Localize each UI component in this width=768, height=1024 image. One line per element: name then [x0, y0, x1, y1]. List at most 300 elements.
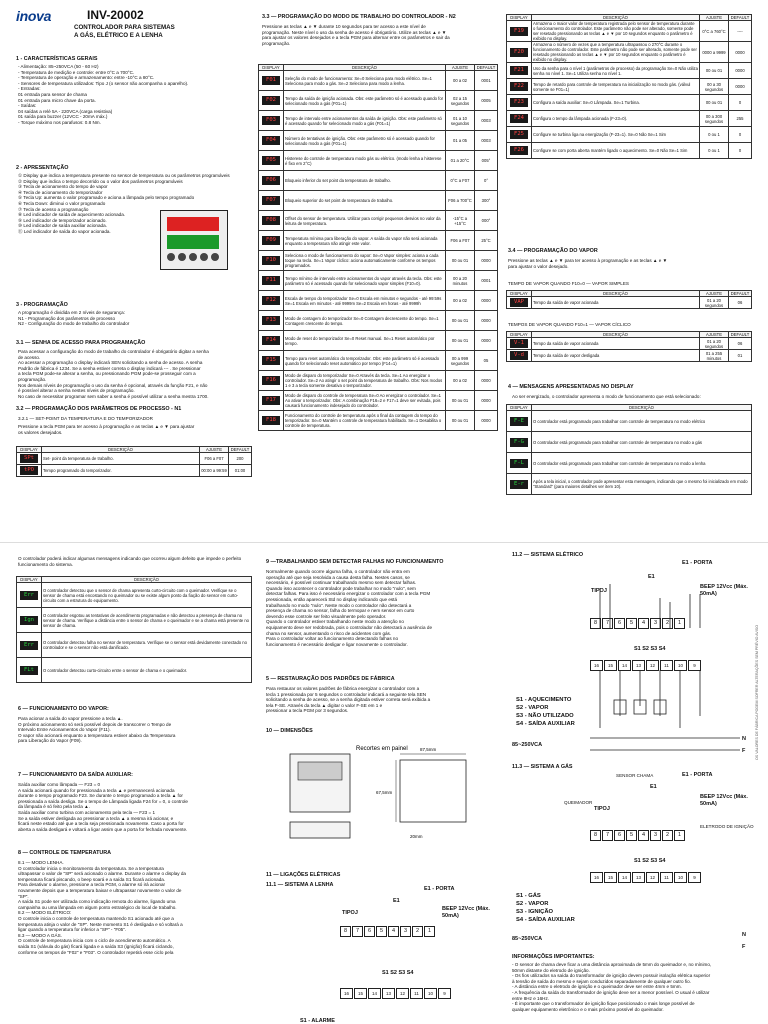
section-1-list [18, 64, 254, 126]
n2-intro-line: programação. Neste nível o uso da senha de acesso é obrigatório. Utilize as teclas ▲ e ▼ [262, 29, 447, 35]
terminal-number: 9 [688, 660, 701, 671]
display-cell [507, 63, 532, 79]
neutral-label-gas: N [742, 932, 746, 938]
key-icon [167, 253, 175, 261]
steam-op-line: para Liberação do Vapor (F09). [18, 738, 82, 744]
spec-line: - Temperatura de medição e controle: entre 0°C a 700°C. [18, 69, 135, 75]
parameter-row [259, 111, 498, 131]
section-321-title: 3.2.1 — SET-POINT DA TEMPERATURA E DO TEMPORIZADOR [18, 416, 153, 421]
parameter-row [259, 131, 498, 151]
aux-line: Saída auxiliar como turbina com acionamento pela tecla — F23 = 1 [18, 809, 155, 815]
password-line: Nos demais níveis de programação o uso da senha é opcional, através da função F21, e não [18, 382, 208, 388]
terminal-number: 13 [632, 660, 645, 671]
legend-entry: S3 - NÃO UTILIZADO [516, 713, 574, 719]
spec-line: 01 saída para buzzer (12VCC - 20mA máx.) [18, 114, 108, 120]
terminal-number: 5 [626, 618, 637, 629]
setpoint-table [16, 446, 252, 477]
spec-line: - Temperatura de operação e armazenamento: entre -10°C a 80°C. [18, 75, 155, 81]
range-cell: 0 ou 1 [700, 143, 729, 159]
password-line: Para acessar a configuração do modo de trabalho do controlador é obrigatório digitar a senha [18, 349, 209, 354]
steam-line: para ajustar o valor desejado. [508, 263, 569, 269]
default-cell: 0000 [475, 391, 498, 411]
display-code: Ign [20, 616, 38, 625]
section-1-title: 1 - CARACTERÍSTICAS GERAIS [16, 56, 98, 62]
display-code: F08 [262, 216, 280, 225]
spec-line: - Alimentação: 85~250VCA (50 - 60 Hz) [18, 64, 99, 69]
default-cell: 0000 [729, 42, 752, 63]
legend-line: ⑨ Led indicador de temporizador acionado. [18, 217, 107, 223]
fault-free-line: presença de chama no sensor, falha do termopar e nem sensor em curto [266, 608, 415, 614]
display-code: Err [20, 591, 38, 600]
section-111-title: 11.1 — SISTEMA A LENHA [266, 882, 334, 888]
range-cell: 00 a 20 minutos [446, 271, 475, 291]
default-cell: 0° [475, 171, 498, 191]
aux-line: da lâmpada é só feito pela tecla ▲. [18, 804, 90, 810]
fault-free-line: necessário, é possível continuar trabalhando mesmo sem detectar falhas. [266, 580, 417, 586]
password-line: de acesso. [18, 354, 41, 360]
key-icon [211, 253, 219, 261]
default-cell: 0000 [729, 63, 752, 79]
range-cell: 00 a 999 segundos [446, 351, 475, 371]
display-code: F23 [510, 98, 528, 107]
description-cell: Configure se turbina liga na energização (F-23=1). Se=0 Não Se=1 Sim [532, 127, 700, 143]
display-code: F09 [262, 236, 280, 245]
timer-display [167, 235, 219, 249]
temp-control-line: 8.1 — MODO LENHA. [18, 860, 64, 865]
column-header: DISPLAY [17, 577, 42, 583]
default-cell: 0 [729, 127, 752, 143]
display-code: F05 [262, 156, 280, 165]
description-cell: Temperatura mínima para liberação do vapor. A saída do vapor não será acionada enquanto a temperatura não atingir este valor. [284, 231, 446, 251]
key-icon [189, 253, 197, 261]
default-cell: 06 [729, 338, 752, 350]
factory-reset-line: tecla 1 pressionada por 5 segundos o controlador indicará a seguinte tela SEN [266, 691, 427, 697]
description-cell: Configure se com porta aberta mantém ligado o aquecimento. Se=0 Não Se=1 Sim [532, 143, 700, 159]
terminal-row-top-wood [340, 926, 436, 937]
column-header: AJUSTE [700, 291, 729, 297]
description-cell: Uso da senha para o nível 1 (parâmetros de processo) da programação Se=0 Não utiliza senha no nível 1. Se=1 Utiliza senha no nível 1. [532, 63, 700, 79]
dim-height: 67,5mm [376, 790, 393, 795]
setpoint-row [17, 465, 252, 477]
display-code: tPO [20, 466, 38, 475]
display-cell [17, 453, 42, 465]
terminal-number: 10 [674, 872, 687, 883]
voltage-label-gas: 85~250VCA [512, 936, 543, 942]
default-cell: 0003 [475, 111, 498, 131]
parameter-row [507, 63, 752, 79]
default-cell: 0003 [475, 131, 498, 151]
section-3-text [18, 310, 254, 327]
terminal-number: 2 [662, 618, 673, 629]
parameter-row [259, 171, 498, 191]
error-row [17, 633, 252, 658]
steam-simple-table [506, 290, 752, 309]
section-7-text [18, 782, 254, 832]
terminal-number: 8 [340, 926, 351, 937]
temp-control-line: ultrapassar o valor de "SP" será acionado o alarme. Durante o alarme o display da [18, 871, 186, 877]
legend-entry: S3 - IGNIÇÃO [516, 909, 554, 915]
terminal-number: 16 [590, 872, 603, 883]
alarm-label: S1 - ALARME [300, 1018, 335, 1024]
beep-label-wood: BEEP 12Vcc (Máx. 50mA) [442, 906, 490, 919]
terminal-number: 3 [400, 926, 411, 937]
display-code: F26 [510, 146, 528, 155]
display-code: Err [20, 641, 38, 650]
setpoint-row [17, 453, 252, 465]
aux-line: pressionada a saída desliga. Se o tempo de Lâmpada ligada F24 for = 0, o controle [18, 798, 188, 804]
default-cell: 000° [475, 211, 498, 231]
column-header: DESCRIÇÃO [284, 65, 446, 71]
neutral-label-elec: N [742, 736, 746, 742]
tipoj-label-elec: TIPOJ [591, 588, 607, 594]
range-cell: 00 ou 01 [700, 95, 729, 111]
terminal-number: 10 [674, 660, 687, 671]
parameter-row [507, 21, 752, 42]
terminal-number: 5 [376, 926, 387, 937]
display-code: FLt [20, 666, 38, 675]
steam-cyclic-table [506, 331, 752, 362]
parameter-row [507, 143, 752, 159]
terminal-number: 15 [604, 872, 617, 883]
parameter-row [507, 42, 752, 63]
column-header: DISPLAY [507, 332, 532, 338]
section-6-text [18, 716, 254, 744]
display-code: F25 [510, 130, 528, 139]
range-cell: F06 a F07 [446, 231, 475, 251]
steam-cyclic-title: TEMPOS DE VAPOR QUANDO F10=1 — VAPOR CÍCLICO [508, 322, 631, 327]
display-cell [259, 371, 284, 391]
display-cell [507, 95, 532, 111]
column-header: DISPLAY [17, 447, 42, 453]
display-cell [259, 71, 284, 91]
fault-free-line: funcionamento é necessário desligar e ligar novamente o controlador. [266, 641, 408, 647]
terminal-row-bottom-wood [340, 988, 452, 999]
e1-port-label-elec: E1 - PORTA [682, 560, 713, 566]
factory-reset-line: Para restaurar os valores padrões de fábrica energizar o controlador com a [266, 686, 420, 691]
e1-port-label-wood: E1 - PORTA [424, 886, 455, 892]
column-header: DESCRIÇÃO [532, 15, 700, 21]
section-5-title: 5 — RESTAURAÇÃO DOS PADRÕES DE FÁBRICA [266, 676, 395, 682]
description-cell: Tempo de intervalo entre acionamentos da saída de ignição. Obs: este parâmetro só é acessado quando for selecionado modo a gás (F01=1) [284, 111, 446, 131]
intro-text: O controlador poderá indicar algumas mensagens indicando que ocorreu algum defeito que impede o perfeito funcionamento do sistema. [18, 556, 242, 567]
fault-free-line: equipamento deve ser redobrada, pois o controlador não detectará a ausência de [266, 624, 432, 630]
description-cell: Configura a saída auxiliar: Se=0 Lâmpada. Se=1 Turbina. [532, 95, 700, 111]
temp-control-line: saída S1 (válvula do gás) ficará ligada e a saída S3 (ignição) ficará ciclando, [18, 943, 174, 949]
range-cell: 00 ou 01 [446, 251, 475, 271]
description-cell: O controlador está programado para trabalhar com controle de temperatura no modo a lenha [532, 453, 752, 474]
terminal-number: 11 [410, 988, 423, 999]
display-cell [259, 111, 284, 131]
range-cell: 00 a 02 [446, 71, 475, 91]
range-cell: 01 a 20°C [446, 151, 475, 171]
side-view [290, 822, 350, 838]
default-cell: 0001 [475, 71, 498, 91]
terminal-row-top-gas [590, 830, 686, 841]
spec-line: 04 saídas a relé 5A - 220VCA (carga resistiva) [18, 108, 113, 114]
column-header: DISPLAY [507, 15, 532, 21]
range-cell: 01 a 255 minutos [700, 350, 729, 362]
temp-control-line: Para desativar o alarme, pressione a tecla PGM, o alarme só irá acionar [18, 882, 166, 888]
legend-line: ③ Tecla de acionamento do tempo de vapor [18, 184, 108, 190]
display-code: F21 [510, 66, 528, 75]
page-divider [0, 542, 768, 543]
parameter-row [259, 151, 498, 171]
beep-label-gas: BEEP 12Vcc (Máx. 50mA) [700, 794, 748, 807]
display-cell [259, 231, 284, 251]
info-line: - Os fios utilizados na saída do transformador de ignição devem possuir isolação elétrica superior [512, 973, 711, 979]
aux-line: A saída acionará quando for pressionada a tecla ▲ e permanecerá acionada [18, 787, 175, 793]
steam-row [507, 350, 752, 362]
description-cell: O controlador detectou curto-circuito entre o sensor de chama e o queimador. [42, 658, 252, 683]
default-cell: 06 [729, 297, 752, 309]
display-cell [259, 271, 284, 291]
range-cell: 00 a 300 segundos [700, 111, 729, 127]
display-cell [259, 411, 284, 431]
model-title: INV-20002 [87, 8, 144, 22]
temp-control-line: "SP". [18, 893, 29, 899]
column-header: DEFAULT [729, 332, 752, 338]
legend-line: ② Display que indica o tempo decorrido ou o valor dos parâmetros programáveis [18, 178, 183, 184]
legend-line: ⑦ Tecla de acesso a programação [18, 206, 89, 212]
terminal-number: 4 [638, 618, 649, 629]
description-cell: Funcionamento do controle de temperatura após o final da contagem do tempo do temporizador. Se=0 Mantém o controle de temperatura habilitado. Se=1 Desabilita o controle de temperatura. [284, 411, 446, 431]
section-31-text [18, 349, 254, 399]
n2-parameters-table [258, 64, 498, 431]
terminal-number: 1 [674, 618, 685, 629]
description-cell: O controlador detectou que o sensor de chama apresenta curto-circuito com o queimador. Verifique se o sensor de chama está encostando no queimador ou se existe algum ponto da fiação do sensor em curto-circuito com a estrutura do equipamento. [42, 583, 252, 608]
info-line: entre 8Hz e 16Hz. [512, 995, 550, 1001]
range-cell: 00 ou 01 [446, 311, 475, 331]
info-line: - O sensor de chama deve ficar a uma distância aproximada de 5mm do queimador e, no mínimo, [512, 962, 712, 967]
n2-intro-line: programação. [262, 40, 291, 46]
display-cell [259, 391, 284, 411]
display-cell [507, 411, 532, 432]
default-cell: 0000 [729, 79, 752, 95]
temp-control-line: O controlador inicia o monitoramento da temperatura. Se a temperatura [18, 865, 164, 871]
program-line: N1 - Programação dos parâmetros de processo [18, 315, 116, 321]
section-34-title: 3.4 — PROGRAMAÇÃO DO VAPOR [508, 248, 598, 254]
key-icon [178, 253, 186, 261]
display-code: F01 [262, 76, 280, 85]
legend-line: ⑩ Led indicador de saída auxiliar acionada. [18, 223, 107, 229]
parameter-row [507, 111, 752, 127]
terminal-number: 13 [632, 872, 645, 883]
terminal-number: 3 [650, 830, 661, 841]
display-code: F02 [262, 96, 280, 105]
fault-free-line: pressionada, então aparecerá Std no display indicando que está [266, 596, 398, 602]
section-8-text [18, 860, 254, 955]
info-line: - A distância entre o eletrodo de ignição e o queimador deve ser entre 4mm e 5mm. [512, 984, 682, 990]
display-cell [259, 311, 284, 331]
subtitle: CONTROLADOR PARA SISTEMAS A GÁS, ELÉTRICO E A LENHA [74, 24, 175, 39]
range-cell: 00 ou 01 [446, 391, 475, 411]
legend-line: ⑪ Led indicador de saída do vapor acionada. [18, 228, 111, 234]
section-8-title: 8 — CONTROLE DE TEMPERATURA [18, 850, 112, 856]
display-code: VAP [510, 298, 528, 307]
section-33-title: 3.3 — PROGRAMAÇÃO DO MODO DE TRABALHO DO CONTROLADOR - N2 [262, 14, 456, 20]
program-line: A programação é dividida em 2 níveis de segurança: [18, 310, 125, 315]
fault-free-line: trabalhando no modo "nulo". Neste modo o controlador não detectará a [266, 602, 412, 608]
fault-free-line: devendo esse controle ser feito visualmente pelo operador. [266, 613, 387, 619]
password-line: a tecla PGM pode-se alterar a senha, ou pressionando PGM pode-se prosseguir com a [18, 371, 196, 377]
beep-label-elec: BEEP 12Vcc (Máx. 50mA) [700, 584, 748, 597]
voltage-label-elec: 85~250VCA [512, 742, 543, 748]
outputs-label-wood: S1 S2 S3 S4 [382, 970, 414, 976]
tipoj-label-wood: TIPOJ [342, 910, 358, 916]
description-cell: O controlador está programado para trabalhar com controle de temperatura no modo elétrico [532, 411, 752, 432]
terminal-number: 14 [618, 660, 631, 671]
elec-wiring [590, 628, 740, 756]
dimensions-drawing [270, 740, 502, 848]
column-header: DEFAULT [729, 15, 752, 21]
display-cell [507, 127, 532, 143]
terminal-number: 13 [382, 988, 395, 999]
temp-control-line: temperatura ficará piscando, o beep soará e a saída S1 ficará acionada. [18, 876, 166, 882]
legend-entry: S1 - AQUECIMENTO [516, 697, 572, 703]
section-112-title: 11.2 — SISTEMA ELÉTRICO [512, 552, 584, 558]
parameter-row [259, 331, 498, 351]
terminal-number: 12 [396, 988, 409, 999]
section-113-title: 11.3 — SISTEMA A GÁS [512, 764, 573, 770]
terminal-row-bottom-gas [590, 872, 702, 883]
setpoint-line: os valores desejados. [18, 429, 63, 435]
parameter-row [259, 211, 498, 231]
parameter-row [507, 127, 752, 143]
steam-simple-title: TEMPO DE VAPOR QUANDO F10=0 — VAPOR SIMPLES [508, 281, 629, 286]
error-row [17, 608, 252, 633]
default-cell: 0000 [475, 251, 498, 271]
section-34-text [508, 258, 752, 269]
legend-line: ① Display que indica a temperatura presente no sensor de temperatura ou os parâmetros programáveis [18, 173, 230, 178]
description-cell: Configura o tempo da lâmpada acionada (F-23=0). [532, 111, 700, 127]
terminal-number: 2 [662, 830, 673, 841]
terminal-number: 11 [660, 660, 673, 671]
fault-free-line: Para o controlador voltar ao funcionamento detectando falhas no [266, 636, 399, 642]
description-cell: Tempo programado do temporizador. [42, 465, 200, 477]
parameter-row [259, 411, 498, 431]
important-info-title: INFORMAÇÕES IMPORTANTES: [512, 954, 595, 960]
terminal-number: 7 [602, 830, 613, 841]
display-cell [507, 111, 532, 127]
tipoj-label-gas: TIPOJ [594, 806, 610, 812]
range-cell: 0000 a 9999 [700, 42, 729, 63]
aux-line: ficará neste estado até que a tecla seja pressionada novamente. Caso a porta for [18, 821, 184, 827]
description-cell: O controlador esgotou as tentativas de acendimento programadas e não detectou a presença de chama no sensor de chama. Verifique a distância entre o sensor de chama e o queimador e se a chama está presente no sensor de chama. [42, 608, 252, 633]
message-row [507, 474, 752, 495]
section-6-title: 6 — FUNCIONAMENTO DO VAPOR: [18, 706, 109, 712]
e1-label-wood: E1 [393, 898, 400, 904]
parameter-row [259, 391, 498, 411]
display-code: F17 [262, 396, 280, 405]
gas-outputs-legend [516, 892, 575, 924]
parameter-row [259, 291, 498, 311]
column-header: AJUSTE [446, 65, 475, 71]
display-cell [259, 251, 284, 271]
column-header: DISPLAY [507, 291, 532, 297]
message-row [507, 432, 752, 453]
spec-line: - Saídas: [18, 103, 37, 109]
e1-label-elec: E1 [648, 574, 655, 580]
display-code: F04 [262, 136, 280, 145]
default-cell: 0 [729, 143, 752, 159]
e1-label-gas: E1 [650, 784, 657, 790]
terminal-number: 14 [618, 872, 631, 883]
display-messages-table [506, 404, 752, 495]
display-cell [259, 351, 284, 371]
terminal-number: 2 [412, 926, 423, 937]
flame-sensor-label: SENSOR CHAMA [616, 773, 654, 778]
display-cell [507, 42, 532, 63]
n2-intro-line: Pressione as teclas ▲ e ▼ durante 10 segundos para ter acesso a este nível de [262, 24, 426, 29]
display-code: F16 [262, 376, 280, 385]
range-cell: 0°C a 760°C [700, 21, 729, 42]
display-code: E-r [510, 480, 528, 489]
legend-entry: S4 - SAÍDA AUXILIAR [516, 917, 575, 923]
factory-reset-line: pressionar a tecla PGM por 3 segundos. [266, 708, 349, 714]
display-code: F18 [262, 416, 280, 425]
terminal-number: 8 [590, 618, 601, 629]
description-cell: Modo de contagem do temporizador Se=0 Contagem decrescente do tempo. Se=1 Contagem crescente do tempo. [284, 311, 446, 331]
dim-width: 87,5mm [420, 747, 437, 752]
parameter-row [259, 271, 498, 291]
parameter-row [259, 311, 498, 331]
section-4-intro: Ao ser energizado, o controlador apresenta o modo de funcionamento que está selecionado: [512, 394, 701, 399]
range-cell: 00 ou 01 [700, 63, 729, 79]
range-cell: 00 ou 01 [446, 331, 475, 351]
legend-line: ⑧ Led indicador de saída de aquecimento acionada. [18, 212, 126, 218]
info-line: 50mm distante do eletrodo de ignição. [512, 967, 590, 973]
default-cell: 005° [475, 151, 498, 171]
range-cell: 01 a 05 [446, 131, 475, 151]
parameter-row [259, 251, 498, 271]
display-code: F-E [510, 417, 528, 426]
important-info-text [512, 962, 756, 1012]
description-cell: Set- point da temperatura de trabalho. [42, 453, 200, 465]
display-cell [17, 583, 42, 608]
column-header: DESCRIÇÃO [42, 447, 200, 453]
range-cell: 00 a 02 [446, 291, 475, 311]
terminal-number: 6 [614, 830, 625, 841]
section-10-title: 10 — DIMENSÕES [266, 728, 313, 734]
terminal-number: 3 [650, 618, 661, 629]
parameter-row [259, 351, 498, 371]
display-cell [507, 432, 532, 453]
display-cell [507, 143, 532, 159]
terminal-number: 15 [354, 988, 367, 999]
message-row [507, 453, 752, 474]
fault-free-line: Normalmente quando ocorre alguma falha, o controlador não entra em [266, 569, 410, 574]
burner-label: QUEIMADOR [564, 800, 593, 805]
error-messages-table [16, 576, 252, 683]
section-3-title: 3 - PROGRAMAÇÃO [16, 302, 68, 308]
description-cell: Bloqueio inferior do set point da temperatura de trabalho. [284, 171, 446, 191]
terminal-number: 1 [424, 926, 435, 937]
legend-line: ⑤ Tecla Up: aumenta o valor programado e aciona a lâmpada pelo tempo programado [18, 195, 195, 201]
phase-label-gas: F [742, 944, 746, 950]
range-cell: 00 a 30 segundos [700, 79, 729, 95]
column-header: DEFAULT [729, 291, 752, 297]
default-cell: 0000 [475, 411, 498, 431]
terminal-number: 12 [646, 660, 659, 671]
display-cell [507, 474, 532, 495]
terminal-number: 15 [604, 660, 617, 671]
temp-control-line: 8.3 — MODO A GÁS. [18, 932, 62, 938]
aux-line: aberta a saída desligará e voltará a ligar assim que a porta for fechada novamente. [18, 826, 188, 832]
description-cell: Armazena o maior valor de temperatura registrada pelo sensor de temperatura durante o funcionamento do controlador. Este parâmetro não pode ser alterado, somente pode ser resetado pressionando as teclas ▲ e ▼ por 10 segundos enquanto o parâmetro é exibido no display. [532, 21, 700, 42]
display-code: F22 [510, 82, 528, 91]
fault-free-line: Quando isso acontecer o controlador pode trabalhar no modo "nulo", sem [266, 585, 416, 591]
error-intro [18, 556, 254, 567]
